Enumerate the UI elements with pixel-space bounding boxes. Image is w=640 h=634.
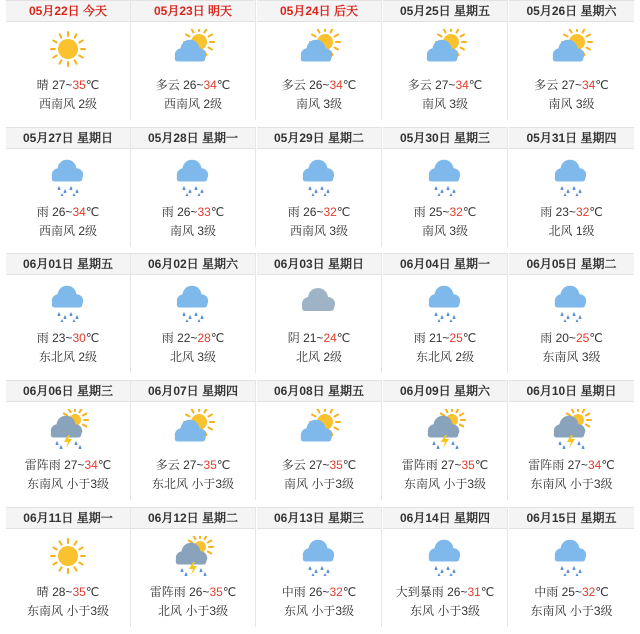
low-temp: 27 (183, 458, 197, 472)
date-label: 06月15日 (526, 511, 578, 525)
temp-unit: ℃ (85, 205, 100, 219)
date-label: 05月22日 (28, 4, 80, 18)
low-temp: 26 (309, 585, 323, 599)
forecast-day-cell (509, 253, 634, 373)
condition-temperature: 中雨 26~32℃ (281, 585, 357, 599)
forecast-day-cell (383, 507, 508, 627)
low-temp: 27 (567, 458, 581, 472)
date-label: 05月26日 (526, 4, 578, 18)
day-header (131, 127, 255, 149)
date-label: 06月07日 (147, 384, 199, 398)
temp-unit: ℃ (97, 458, 112, 472)
wind-label: 北风 小于3级 (157, 604, 228, 618)
condition-label: 雷阵雨 (528, 458, 565, 472)
temp-unit: ℃ (468, 78, 483, 92)
date-label: 05月29日 (273, 131, 325, 145)
rain-icon (46, 282, 90, 322)
condition-label: 大到暴雨 (395, 585, 444, 599)
weekday-label: 星期日 (328, 257, 365, 271)
date-label: 06月13日 (273, 511, 325, 525)
weekday-label: 星期三 (328, 511, 365, 525)
day-header (383, 507, 507, 529)
date-label: 06月14日 (399, 511, 451, 525)
forecast-day-cell (131, 253, 256, 373)
condition-label: 雨 (161, 331, 174, 345)
rain-icon (423, 156, 467, 196)
weekday-label: 星期二 (580, 257, 617, 271)
partly-cloudy-icon (171, 29, 215, 69)
wind-label: 东南风 小于3级 (26, 477, 109, 491)
low-temp: 27 (561, 78, 575, 92)
low-temp: 26 (177, 205, 191, 219)
rain-icon (549, 282, 593, 322)
high-temp: 28 (197, 331, 211, 345)
condition-temperature: 雨 23~32℃ (540, 205, 603, 219)
condition-label: 雨 (36, 331, 49, 345)
partly-cloudy-icon (423, 29, 467, 69)
rain-icon (171, 282, 215, 322)
day-header (6, 0, 130, 22)
rain-icon (423, 536, 467, 576)
high-temp: 34 (203, 78, 217, 92)
temp-unit: ℃ (595, 585, 609, 599)
partly-cloudy-icon (549, 29, 593, 69)
condition-temperature: 雷阵雨 27~35℃ (401, 458, 489, 472)
day-header (509, 253, 634, 275)
condition-temperature: 大到暴雨 26~31℃ (395, 585, 495, 599)
condition-label: 雨 (540, 331, 553, 345)
forecast-day-cell (131, 0, 256, 120)
date-label: 05月31日 (526, 131, 578, 145)
condition-label: 多云 (281, 78, 306, 92)
rain-icon (46, 156, 90, 196)
forecast-day-cell (257, 253, 382, 373)
condition-temperature: 雷阵雨 26~35℃ (149, 585, 237, 599)
wind-label: 西南风 2级 (38, 224, 97, 238)
temp-unit: ℃ (216, 458, 231, 472)
wind-label: 东风 小于3级 (409, 604, 480, 618)
thunder-shower-icon (549, 409, 593, 449)
condition-label: 雨 (161, 205, 174, 219)
thunder-shower-icon (46, 409, 90, 449)
date-label: 06月09日 (399, 384, 451, 398)
condition-temperature: 多云 26~34℃ (155, 78, 231, 92)
date-label: 06月08日 (273, 384, 325, 398)
condition-temperature: 雨 23~30℃ (36, 331, 100, 345)
weekday-label: 星期四 (454, 511, 491, 525)
high-temp: 32 (581, 585, 596, 599)
temp-unit: ℃ (462, 331, 477, 345)
forecast-day-cell (509, 127, 634, 247)
low-temp: 26 (52, 205, 66, 219)
day-header (257, 0, 381, 22)
wind-label: 南风 小于3级 (283, 477, 354, 491)
forecast-day-cell (257, 127, 382, 247)
condition-temperature: 晴 27~35℃ (36, 78, 100, 92)
condition-label: 晴 (36, 585, 49, 599)
temp-unit: ℃ (85, 331, 100, 345)
weekday-label: 今天 (83, 4, 108, 18)
date-label: 05月30日 (399, 131, 451, 145)
condition-temperature: 雨 21~25℃ (413, 331, 477, 345)
wind-label: 南风 3级 (295, 97, 342, 111)
day-header (257, 507, 381, 529)
wind-label: 东北风 2级 (38, 350, 97, 364)
condition-temperature: 多云 27~34℃ (407, 78, 483, 92)
wind-label: 北风 1级 (548, 224, 595, 238)
day-header (131, 0, 255, 22)
weekday-label: 星期一 (202, 131, 239, 145)
overcast-icon (297, 282, 341, 322)
thunder-shower-icon (423, 409, 467, 449)
weekday-label: 星期三 (454, 131, 491, 145)
forecast-day-cell (383, 0, 508, 120)
high-temp: 34 (455, 78, 469, 92)
temp-unit: ℃ (342, 585, 357, 599)
condition-label: 多云 (155, 458, 180, 472)
condition-label: 雨 (540, 205, 553, 219)
day-header (509, 127, 634, 149)
temp-unit: ℃ (462, 205, 477, 219)
partly-cloudy-icon (297, 409, 341, 449)
forecast-day-cell (383, 253, 508, 373)
forecast-day-cell (131, 507, 256, 627)
forecast-day-cell (131, 380, 256, 500)
weekday-label: 明天 (208, 4, 233, 18)
rain-icon (297, 156, 341, 196)
date-label: 06月05日 (526, 257, 578, 271)
condition-temperature: 雨 25~32℃ (413, 205, 477, 219)
condition-temperature: 雨 26~32℃ (287, 205, 351, 219)
condition-temperature: 中雨 25~32℃ (534, 585, 609, 599)
wind-label: 南风 3级 (421, 224, 468, 238)
weekday-label: 星期三 (77, 384, 114, 398)
weekday-label: 星期五 (328, 384, 365, 398)
high-temp: 30 (72, 331, 86, 345)
rain-icon (171, 156, 215, 196)
low-temp: 26 (189, 585, 203, 599)
wind-label: 南风 3级 (421, 97, 468, 111)
wind-label: 北风 3级 (169, 350, 216, 364)
condition-label: 雨 (413, 205, 426, 219)
temp-unit: ℃ (85, 585, 100, 599)
wind-label: 东北风 小于3级 (151, 477, 234, 491)
forecast-day-cell (257, 380, 382, 500)
day-header (383, 127, 507, 149)
low-temp: 27 (441, 458, 455, 472)
condition-label: 雷阵雨 (149, 585, 186, 599)
condition-label: 雨 (36, 205, 49, 219)
day-header (257, 253, 381, 275)
high-temp: 35 (329, 458, 343, 472)
weekday-label: 星期一 (454, 257, 491, 271)
low-temp: 27 (64, 458, 78, 472)
weekday-label: 星期六 (202, 257, 239, 271)
forecast-day-cell (383, 380, 508, 500)
high-temp: 32 (575, 205, 590, 219)
temp-unit: ℃ (474, 458, 489, 472)
condition-label: 中雨 (534, 585, 559, 599)
weekday-label: 星期五 (77, 257, 114, 271)
partly-cloudy-icon (297, 29, 341, 69)
weekday-label: 星期四 (202, 384, 239, 398)
condition-temperature: 多云 26~34℃ (281, 78, 357, 92)
date-label: 05月27日 (22, 131, 74, 145)
temp-unit: ℃ (595, 78, 609, 92)
day-header (257, 380, 381, 402)
low-temp: 23 (52, 331, 66, 345)
day-header (383, 380, 507, 402)
forecast-row (0, 127, 640, 254)
date-label: 06月03日 (273, 257, 325, 271)
weekday-label: 星期四 (580, 131, 617, 145)
high-temp: 33 (197, 205, 211, 219)
wind-label: 南风 3级 (548, 97, 595, 111)
condition-label: 多云 (155, 78, 180, 92)
temp-unit: ℃ (336, 205, 351, 219)
date-label: 06月10日 (526, 384, 578, 398)
wind-label: 东北风 2级 (415, 350, 474, 364)
low-temp: 21 (303, 331, 317, 345)
wind-label: 东风 小于3级 (283, 604, 354, 618)
forecast-row (0, 0, 640, 127)
high-temp: 34 (72, 205, 86, 219)
wind-label: 东南风 小于3级 (530, 604, 613, 618)
rain-icon (423, 282, 467, 322)
date-label: 06月04日 (399, 257, 451, 271)
forecast-row (0, 253, 640, 380)
day-header (131, 507, 255, 529)
forecast-day-cell (509, 380, 634, 500)
low-temp: 21 (429, 331, 443, 345)
high-temp: 24 (323, 331, 337, 345)
rain-icon (549, 536, 593, 576)
wind-label: 东南风 3级 (542, 350, 601, 364)
day-header (509, 507, 634, 529)
wind-label: 南风 3级 (169, 224, 216, 238)
condition-label: 雨 (287, 205, 300, 219)
condition-temperature: 多云 27~35℃ (155, 458, 231, 472)
date-label: 05月25日 (399, 4, 451, 18)
rain-icon (549, 156, 593, 196)
day-header (6, 507, 130, 529)
condition-label: 多云 (281, 458, 306, 472)
high-temp: 35 (461, 458, 475, 472)
partly-cloudy-icon (171, 409, 215, 449)
condition-temperature: 雨 22~28℃ (161, 331, 225, 345)
condition-label: 多云 (407, 78, 432, 92)
date-label: 06月01日 (22, 257, 74, 271)
day-header (131, 253, 255, 275)
forecast-day-cell (6, 380, 131, 500)
low-temp: 25 (561, 585, 575, 599)
weekday-label: 星期五 (580, 511, 617, 525)
low-temp: 26 (303, 205, 317, 219)
forecast-day-cell (6, 253, 131, 373)
date-label: 05月28日 (147, 131, 199, 145)
low-temp: 22 (177, 331, 191, 345)
forecast-day-cell (257, 0, 382, 120)
day-header (257, 127, 381, 149)
high-temp: 35 (72, 78, 86, 92)
temp-unit: ℃ (222, 585, 237, 599)
weekday-label: 星期二 (202, 511, 239, 525)
weekday-label: 星期六 (454, 384, 491, 398)
condition-temperature: 雨 20~25℃ (540, 331, 603, 345)
condition-label: 雨 (413, 331, 426, 345)
day-header (509, 0, 634, 22)
high-temp: 34 (329, 78, 343, 92)
date-label: 05月24日 (279, 4, 331, 18)
day-header (383, 253, 507, 275)
wind-label: 东南风 小于3级 (26, 604, 109, 618)
temp-unit: ℃ (601, 458, 615, 472)
weekday-label: 星期六 (580, 4, 617, 18)
high-temp: 35 (209, 585, 223, 599)
weekday-label: 后天 (334, 4, 359, 18)
forecast-day-cell (6, 127, 131, 247)
high-temp: 32 (329, 585, 343, 599)
date-label: 06月11日 (23, 511, 74, 525)
forecast-day-cell (257, 507, 382, 627)
forecast-day-cell (131, 127, 256, 247)
temp-unit: ℃ (342, 78, 357, 92)
day-header (6, 127, 130, 149)
condition-temperature: 雨 26~33℃ (161, 205, 225, 219)
sun-icon (46, 29, 90, 69)
high-temp: 34 (587, 458, 602, 472)
wind-label: 西南风 2级 (38, 97, 97, 111)
condition-label: 多云 (534, 78, 559, 92)
condition-temperature: 阴 21~24℃ (287, 331, 351, 345)
day-header (6, 253, 130, 275)
low-temp: 28 (52, 585, 66, 599)
condition-temperature: 晴 28~35℃ (36, 585, 100, 599)
day-header (383, 0, 507, 22)
condition-temperature: 雷阵雨 27~34℃ (24, 458, 112, 472)
forecast-row (0, 507, 640, 634)
forecast-day-cell (509, 0, 634, 120)
low-temp: 23 (555, 205, 569, 219)
thunder-shower-icon (171, 536, 215, 576)
weekday-label: 星期日 (77, 131, 114, 145)
high-temp: 34 (84, 458, 98, 472)
rain-icon (297, 536, 341, 576)
temp-unit: ℃ (210, 331, 225, 345)
day-header (509, 380, 634, 402)
condition-label: 中雨 (281, 585, 306, 599)
forecast-row (0, 380, 640, 507)
sun-icon (46, 536, 90, 576)
temp-unit: ℃ (85, 78, 100, 92)
low-temp: 26 (309, 78, 323, 92)
low-temp: 27 (435, 78, 449, 92)
forecast-day-cell (383, 127, 508, 247)
weekday-label: 星期一 (76, 511, 113, 525)
date-label: 05月23日 (153, 4, 205, 18)
temp-unit: ℃ (336, 331, 351, 345)
condition-temperature: 多云 27~34℃ (534, 78, 609, 92)
temp-unit: ℃ (216, 78, 231, 92)
condition-label: 晴 (36, 78, 49, 92)
condition-label: 雷阵雨 (401, 458, 438, 472)
low-temp: 27 (52, 78, 66, 92)
condition-temperature: 雷阵雨 27~34℃ (528, 458, 615, 472)
day-header (6, 380, 130, 402)
condition-temperature: 雨 26~34℃ (36, 205, 100, 219)
condition-temperature: 多云 27~35℃ (281, 458, 357, 472)
low-temp: 27 (309, 458, 323, 472)
wind-label: 东南风 小于3级 (530, 477, 613, 491)
high-temp: 35 (203, 458, 217, 472)
high-temp: 32 (449, 205, 463, 219)
weekday-label: 星期二 (328, 131, 365, 145)
forecast-day-cell (509, 507, 634, 627)
high-temp: 25 (449, 331, 463, 345)
low-temp: 25 (429, 205, 443, 219)
temp-unit: ℃ (342, 458, 357, 472)
low-temp: 26 (447, 585, 461, 599)
forecast-day-cell (6, 0, 131, 120)
low-temp: 20 (555, 331, 569, 345)
condition-label: 雷阵雨 (24, 458, 61, 472)
weekday-label: 星期五 (454, 4, 491, 18)
wind-label: 东南风 小于3级 (403, 477, 486, 491)
date-label: 06月12日 (147, 511, 199, 525)
high-temp: 34 (581, 78, 596, 92)
temp-unit: ℃ (210, 205, 225, 219)
wind-label: 西南风 2级 (163, 97, 222, 111)
temp-unit: ℃ (589, 331, 603, 345)
wind-label: 西南风 3级 (289, 224, 348, 238)
day-header (131, 380, 255, 402)
high-temp: 32 (323, 205, 337, 219)
forecast-day-cell (6, 507, 131, 627)
temp-unit: ℃ (589, 205, 603, 219)
date-label: 06月02日 (147, 257, 199, 271)
low-temp: 26 (183, 78, 197, 92)
condition-label: 阴 (287, 331, 300, 345)
date-label: 06月06日 (22, 384, 74, 398)
high-temp: 35 (72, 585, 86, 599)
wind-label: 北风 2级 (295, 350, 342, 364)
high-temp: 25 (575, 331, 590, 345)
high-temp: 31 (467, 585, 481, 599)
weekday-label: 星期日 (580, 384, 617, 398)
temp-unit: ℃ (480, 585, 495, 599)
